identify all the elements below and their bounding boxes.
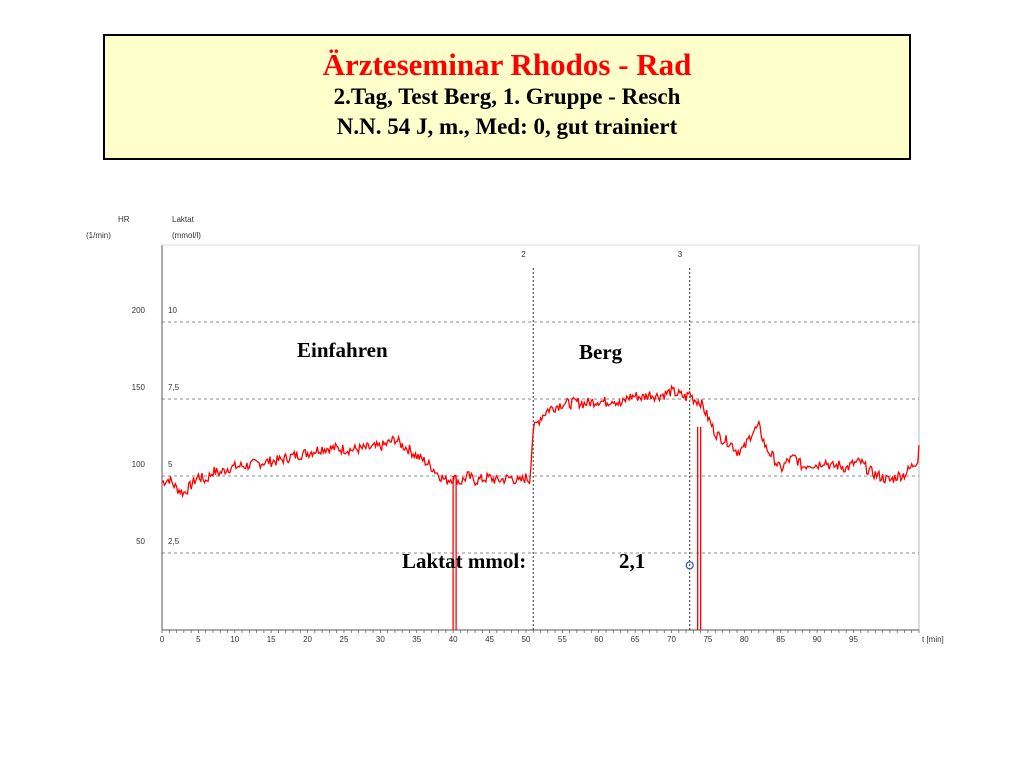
marker-label: 2: [521, 250, 526, 259]
chart-subtitle: 2.Tag, Test Berg, 1. Gruppe - Resch: [333, 84, 681, 109]
x-tick-label: 70: [667, 635, 676, 644]
hr-axis-unit: (1/min): [86, 231, 111, 240]
x-tick-label: 15: [266, 635, 276, 644]
x-tick-label: 30: [375, 635, 385, 644]
hr-axis-label: HR: [118, 215, 130, 224]
time-axis-label: t [min]: [922, 635, 944, 644]
x-tick-label: 85: [776, 635, 786, 644]
hr-tick-label: 100: [131, 460, 145, 469]
x-tick-label: 10: [230, 635, 240, 644]
annotation-lactate-label: Laktat mmol:: [402, 549, 527, 573]
heart-rate-series-line: [162, 386, 919, 496]
x-tick-label: 80: [739, 635, 749, 644]
x-tick-label: 45: [485, 635, 495, 644]
x-tick-label: 60: [594, 635, 604, 644]
chart-subject-info: N.N. 54 J, m., Med: 0, gut trainiert: [336, 114, 678, 139]
annotation-berg: Berg: [579, 340, 623, 364]
x-tick-label: 35: [412, 635, 422, 644]
x-tick-label: 75: [703, 635, 713, 644]
marker-label: 3: [677, 250, 683, 259]
x-tick-label: 65: [630, 635, 640, 644]
x-tick-label: 90: [812, 635, 822, 644]
x-tick-label: 50: [521, 635, 531, 644]
hr-tick-label: 50: [136, 537, 145, 546]
lactate-tick-label: 7,5: [168, 383, 180, 392]
lactate-tick-label: 2,5: [168, 537, 180, 546]
x-tick-label: 0: [159, 635, 165, 644]
x-tick-label: 55: [557, 635, 567, 644]
chart-title: Ärzteseminar Rhodos - Rad: [322, 47, 692, 82]
hr-tick-label: 200: [131, 306, 145, 315]
lactate-tick-label: 5: [168, 460, 173, 469]
x-tick-label: 5: [196, 635, 201, 644]
lactate-axis-label: Laktat: [172, 215, 194, 224]
annotation-lactate-value: 2,1: [619, 549, 646, 573]
x-tick-label: 95: [849, 635, 858, 644]
x-tick-label: 20: [303, 635, 313, 644]
x-tick-label: 25: [339, 635, 349, 644]
lactate-axis-unit: (mmol/l): [172, 231, 201, 240]
annotation-einfahren: Einfahren: [297, 338, 388, 362]
x-tick-label: 40: [448, 635, 458, 644]
lactate-tick-label: 10: [168, 306, 177, 315]
hr-tick-label: 150: [131, 383, 145, 392]
